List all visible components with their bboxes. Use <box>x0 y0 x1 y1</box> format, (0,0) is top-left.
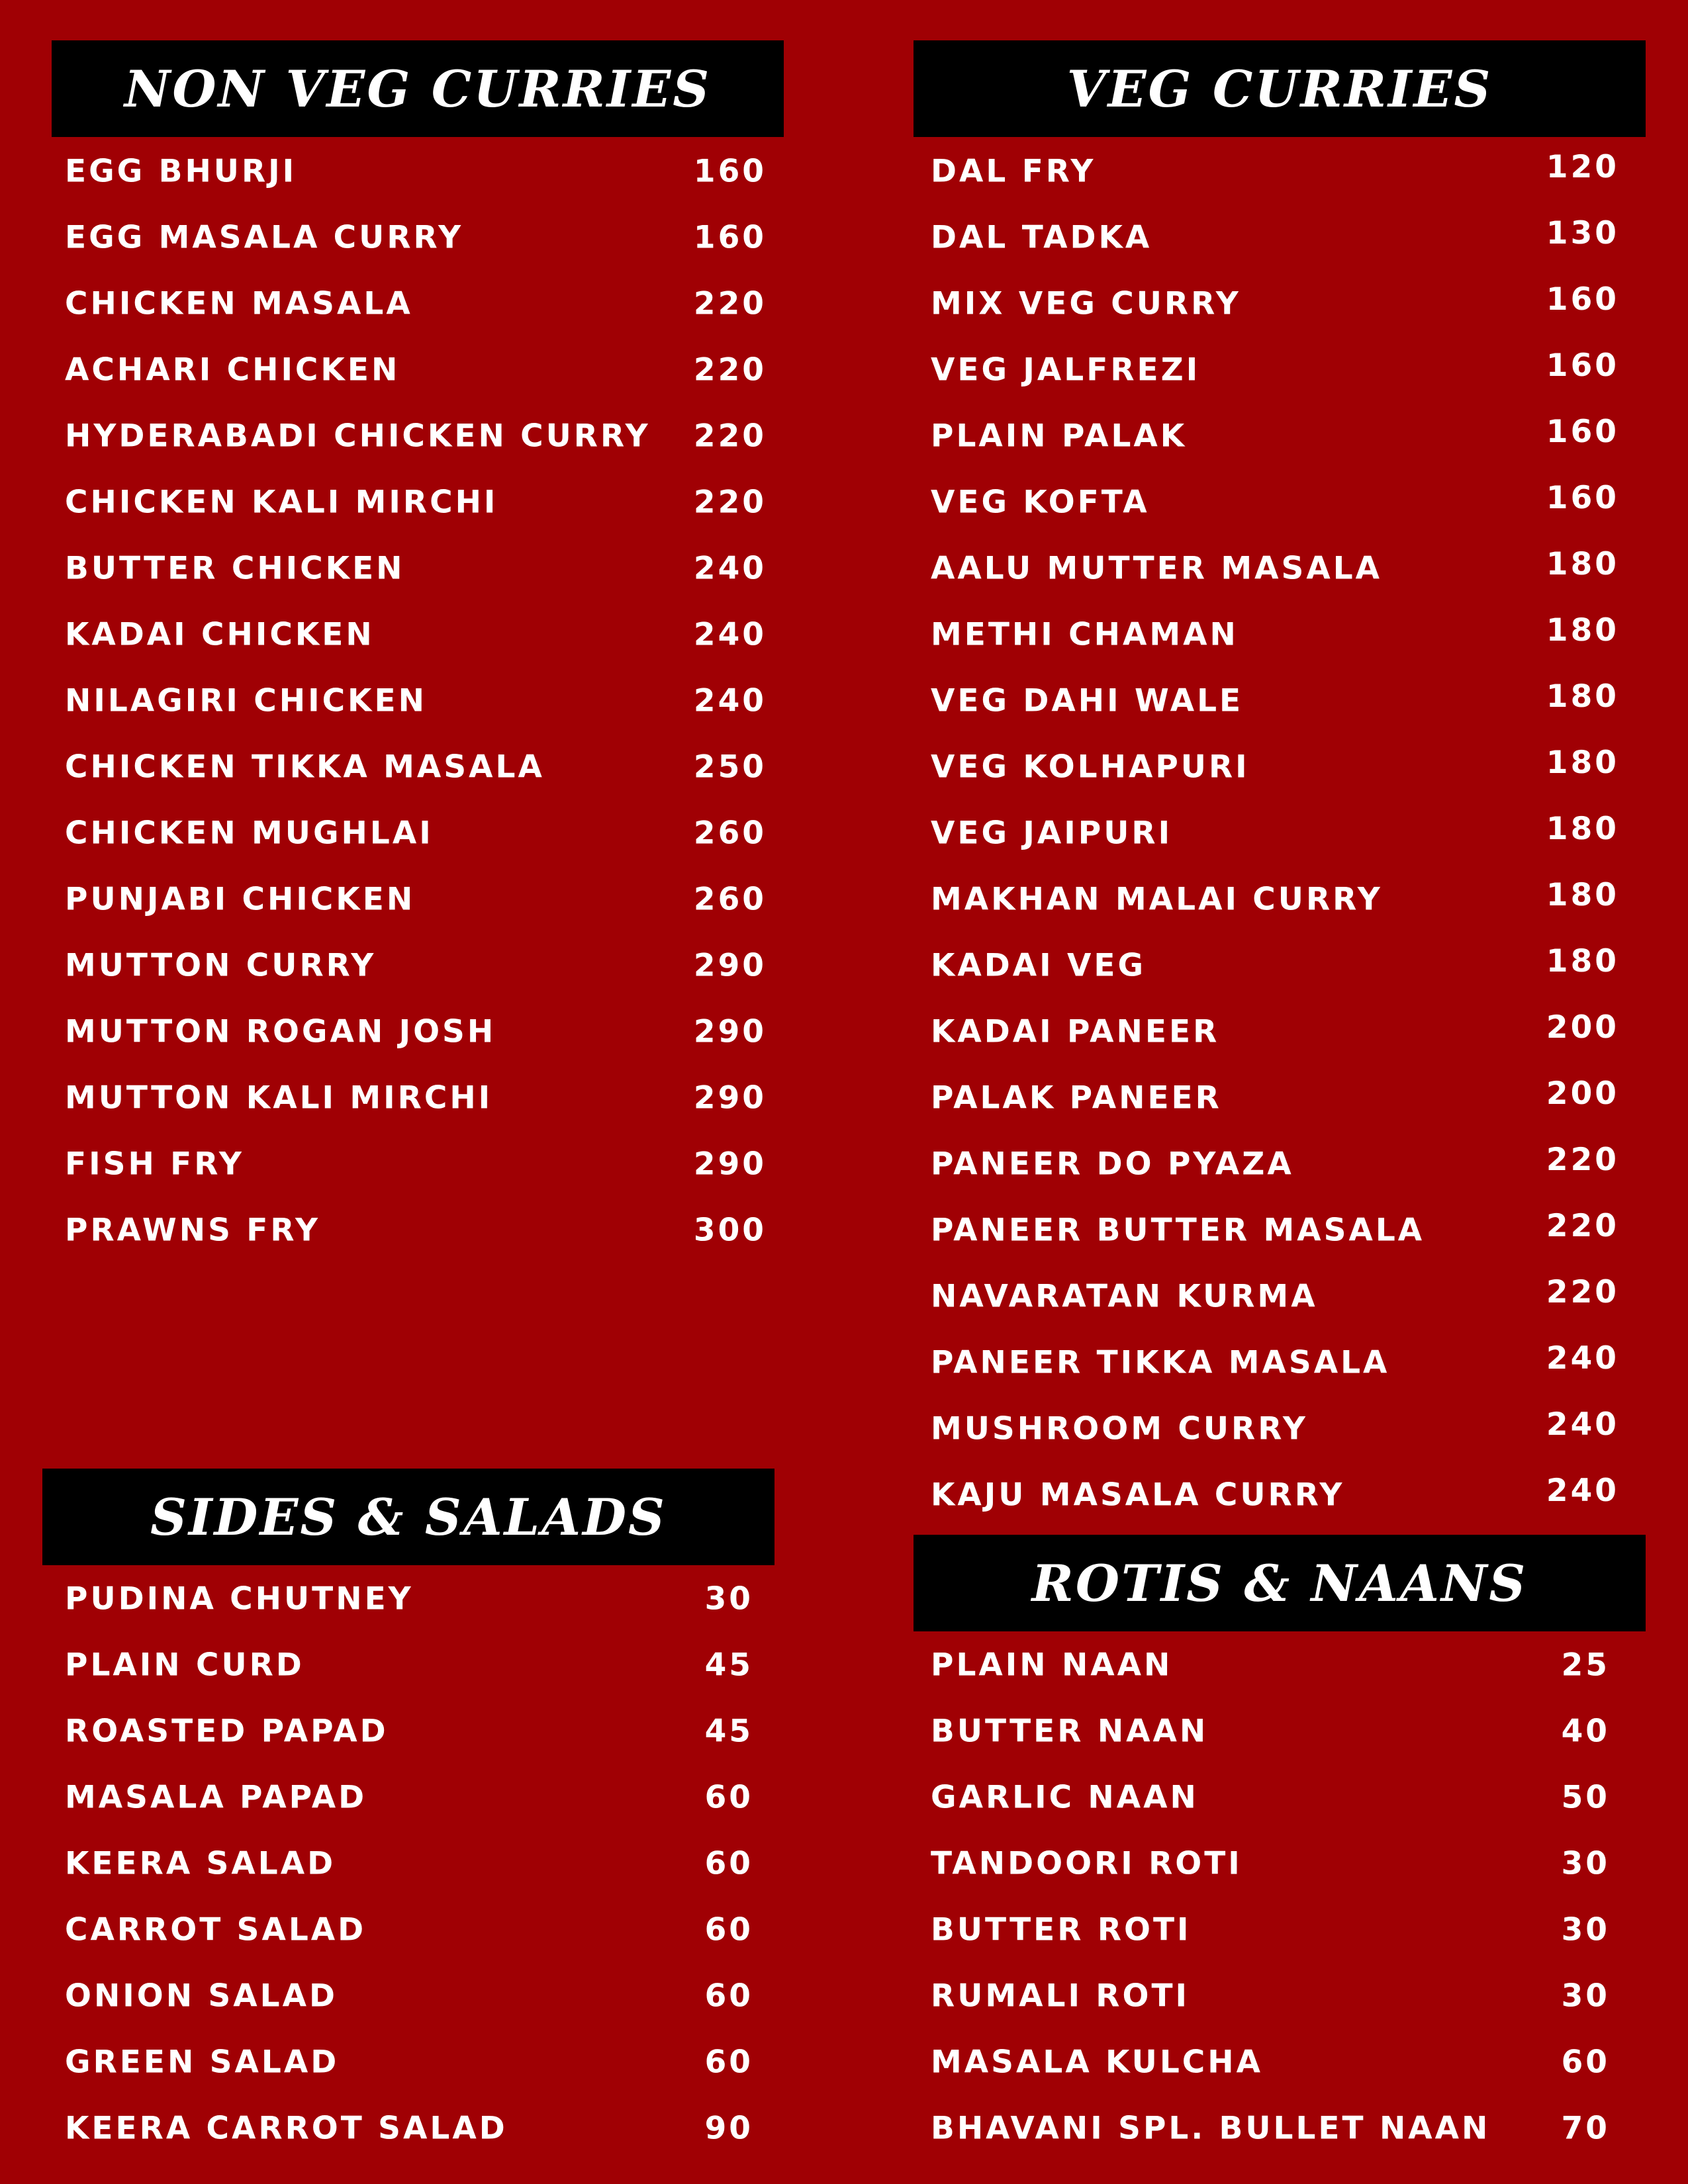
menu-item <box>65 933 767 999</box>
menu-item <box>65 337 767 403</box>
menu-item-price: 260 <box>693 881 767 918</box>
menu-item-name: PUDINA CHUTNEY <box>65 1580 414 1617</box>
menu-item-name: MASALA KULCHA <box>931 2044 1263 2081</box>
menu-item-name: KADAI CHICKEN <box>65 616 375 653</box>
menu-item-price: 260 <box>693 815 767 852</box>
menu-item-name: TANDOORI ROTI <box>931 1845 1243 1882</box>
menu-item-price: 60 <box>704 1978 753 2015</box>
menu-item-name: CHICKEN MUGHLAI <box>65 815 434 852</box>
menu-item-price: 180 <box>1546 744 1619 781</box>
menu-item <box>931 668 1619 734</box>
menu-item-name: BUTTER NAAN <box>931 1713 1209 1750</box>
menu-item <box>931 800 1619 866</box>
menu-item <box>931 337 1619 403</box>
menu-item-price: 240 <box>693 616 767 653</box>
menu-item-price: 90 <box>704 2110 753 2147</box>
menu-item-price: 240 <box>693 682 767 719</box>
menu-item-name: KAJU MASALA CURRY <box>931 1477 1345 1514</box>
menu-item <box>931 2095 1610 2161</box>
menu-item <box>931 271 1619 337</box>
menu-item-price: 290 <box>693 1013 767 1050</box>
sides-salads-title: SIDES & SALADS <box>150 1487 667 1547</box>
menu-item-price: 240 <box>1546 1406 1619 1443</box>
sides-salads-header <box>42 1469 774 1565</box>
menu-item-name: NILAGIRI CHICKEN <box>65 682 427 719</box>
veg-curries-list <box>931 138 1619 1528</box>
menu-item-name: KEERA SALAD <box>65 1845 336 1882</box>
menu-item-price: 160 <box>693 219 767 256</box>
menu-item-price: 220 <box>1546 1141 1619 1178</box>
menu-item-price: 290 <box>693 947 767 984</box>
veg-curries-header <box>914 40 1646 137</box>
menu-item <box>931 138 1619 205</box>
menu-item <box>65 2095 753 2161</box>
menu-item-price: 220 <box>693 351 767 388</box>
menu-item-price: 220 <box>693 418 767 455</box>
menu-item-name: PANEER TIKKA MASALA <box>931 1344 1390 1381</box>
menu-item-name: PLAIN NAAN <box>931 1647 1173 1684</box>
menu-item <box>65 535 767 602</box>
menu-item-price: 130 <box>1546 214 1619 251</box>
menu-item-name: GREEN SALAD <box>65 2044 340 2081</box>
menu-item <box>931 1831 1610 1897</box>
menu-item <box>65 866 767 933</box>
menu-item <box>65 1197 767 1263</box>
menu-item-price: 180 <box>1546 545 1619 582</box>
menu-item-price: 180 <box>1546 876 1619 913</box>
menu-item-name: PUNJABI CHICKEN <box>65 881 416 918</box>
menu-item-price: 220 <box>1546 1273 1619 1310</box>
menu-item <box>65 1131 767 1197</box>
menu-item-name: CHICKEN MASALA <box>65 285 413 322</box>
menu-item-name: PANEER DO PYAZA <box>931 1146 1294 1183</box>
menu-item-price: 160 <box>1546 479 1619 516</box>
veg-curries-title: VEG CURRIES <box>1066 59 1493 118</box>
menu-item <box>931 734 1619 800</box>
rotis-naans-header <box>914 1535 1646 1631</box>
menu-item-name: VEG JALFREZI <box>931 351 1201 388</box>
menu-item-price: 25 <box>1561 1647 1610 1684</box>
menu-item-price: 180 <box>1546 942 1619 979</box>
menu-item-name: VEG DAHI WALE <box>931 682 1244 719</box>
menu-item-name: METHI CHAMAN <box>931 616 1239 653</box>
menu-item-name: VEG KOLHAPURI <box>931 749 1250 786</box>
menu-item <box>65 1065 767 1131</box>
menu-item-name: ROASTED PAPAD <box>65 1713 389 1750</box>
menu-item-name: KADAI PANEER <box>931 1013 1220 1050</box>
menu-item-price: 60 <box>704 2044 753 2081</box>
menu-item <box>65 999 767 1065</box>
menu-item-price: 60 <box>704 1779 753 1816</box>
menu-item-name: MUTTON CURRY <box>65 947 377 984</box>
menu-item <box>931 999 1619 1065</box>
menu-item <box>931 1462 1619 1528</box>
menu-item-name: PLAIN CURD <box>65 1647 305 1684</box>
menu-item-price: 290 <box>693 1079 767 1116</box>
menu-item-price: 220 <box>693 484 767 521</box>
menu-item-price: 180 <box>1546 612 1619 649</box>
menu-item <box>931 1963 1610 2029</box>
menu-item-price: 70 <box>1561 2110 1610 2147</box>
menu-item-price: 50 <box>1561 1779 1610 1816</box>
menu-item-price: 30 <box>1561 1911 1610 1948</box>
menu-item-price: 240 <box>693 550 767 587</box>
menu-item-name: VEG JAIPURI <box>931 815 1173 852</box>
menu-item <box>931 1131 1619 1197</box>
menu-item <box>931 1396 1619 1462</box>
menu-item-name: FISH FRY <box>65 1146 244 1183</box>
menu-item-name: MASALA PAPAD <box>65 1779 367 1816</box>
menu-item-name: DAL FRY <box>931 153 1096 190</box>
menu-item-name: PRAWNS FRY <box>65 1212 321 1249</box>
menu-item <box>65 734 767 800</box>
menu-item-price: 60 <box>704 1911 753 1948</box>
menu-item <box>931 1065 1619 1131</box>
menu-item-name: CHICKEN TIKKA MASALA <box>65 749 545 786</box>
menu-item-price: 200 <box>1546 1075 1619 1112</box>
menu-item-price: 160 <box>1546 413 1619 450</box>
menu-item-price: 240 <box>1546 1472 1619 1509</box>
menu-item-name: VEG KOFTA <box>931 484 1150 521</box>
menu-item-name: MIX VEG CURRY <box>931 285 1241 322</box>
menu-item <box>931 602 1619 668</box>
menu-item-name: PALAK PANEER <box>931 1079 1222 1116</box>
menu-item <box>65 1632 753 1698</box>
menu-item <box>931 535 1619 602</box>
menu-item <box>65 1698 753 1764</box>
menu-item-price: 160 <box>1546 347 1619 384</box>
menu-item-name: PLAIN PALAK <box>931 418 1188 455</box>
menu-item-price: 60 <box>704 1845 753 1882</box>
menu-item-price: 250 <box>693 749 767 786</box>
menu-item-price: 160 <box>693 153 767 190</box>
menu-item-price: 180 <box>1546 810 1619 847</box>
menu-item-price: 180 <box>1546 678 1619 715</box>
menu-item <box>931 1764 1610 1831</box>
menu-item <box>931 1698 1610 1764</box>
menu-item <box>931 933 1619 999</box>
menu-item <box>65 1831 753 1897</box>
menu-item <box>931 1330 1619 1396</box>
menu-item <box>65 1897 753 1963</box>
menu-item-price: 240 <box>1546 1340 1619 1377</box>
menu-item-price: 220 <box>693 285 767 322</box>
menu-item-price: 160 <box>1546 281 1619 318</box>
menu-item-name: AALU MUTTER MASALA <box>931 550 1383 587</box>
menu-item-name: KADAI VEG <box>931 947 1147 984</box>
menu-item <box>65 403 767 469</box>
non-veg-curries-list <box>65 138 767 1263</box>
menu-item-name: CHICKEN KALI MIRCHI <box>65 484 498 521</box>
menu-item-price: 45 <box>704 1713 753 1750</box>
menu-item <box>931 1197 1619 1263</box>
menu-item <box>65 1963 753 2029</box>
menu-item-price: 200 <box>1546 1009 1619 1046</box>
menu-item <box>931 1632 1610 1698</box>
menu-item <box>65 800 767 866</box>
menu-item-price: 60 <box>1561 2044 1610 2081</box>
menu-item-name: GARLIC NAAN <box>931 1779 1199 1816</box>
menu-item <box>931 469 1619 535</box>
menu-item <box>65 271 767 337</box>
menu-item-price: 30 <box>1561 1845 1610 1882</box>
rotis-naans-title: ROTIS & NAANS <box>1031 1553 1528 1613</box>
menu-item-price: 30 <box>704 1580 753 1617</box>
menu-item-name: BHAVANI SPL. BULLET NAAN <box>931 2110 1491 2147</box>
menu-item <box>931 1897 1610 1963</box>
non-veg-curries-header <box>52 40 784 137</box>
menu-item-price: 30 <box>1561 1978 1610 2015</box>
menu-item-name: CARROT SALAD <box>65 1911 367 1948</box>
menu-item <box>931 1263 1619 1330</box>
menu-item-name: MUTTON ROGAN JOSH <box>65 1013 496 1050</box>
menu-item-price: 300 <box>693 1212 767 1249</box>
menu-item-price: 40 <box>1561 1713 1610 1750</box>
menu-item-name: HYDERABADI CHICKEN CURRY <box>65 418 651 455</box>
menu-item-price: 120 <box>1546 148 1619 185</box>
menu-item <box>65 2029 753 2095</box>
menu-item-name: DAL TADKA <box>931 219 1152 256</box>
menu-item-price: 220 <box>1546 1207 1619 1244</box>
menu-item-name: RUMALI ROTI <box>931 1978 1190 2015</box>
menu-item-name: MUTTON KALI MIRCHI <box>65 1079 493 1116</box>
menu-item-price: 290 <box>693 1146 767 1183</box>
menu-item-name: BUTTER CHICKEN <box>65 550 405 587</box>
menu-item-name: MUSHROOM CURRY <box>931 1410 1308 1447</box>
menu-item <box>65 1566 753 1632</box>
menu-item <box>65 602 767 668</box>
menu-item-name: MAKHAN MALAI CURRY <box>931 881 1383 918</box>
menu-item-price: 45 <box>704 1647 753 1684</box>
menu-item-name: BUTTER ROTI <box>931 1911 1192 1948</box>
menu-item <box>65 205 767 271</box>
menu-item <box>931 2029 1610 2095</box>
menu-item-name: ONION SALAD <box>65 1978 338 2015</box>
menu-item-name: NAVARATAN KURMA <box>931 1278 1318 1315</box>
menu-item <box>65 469 767 535</box>
menu-item-name: PANEER BUTTER MASALA <box>931 1212 1425 1249</box>
menu-item-name: EGG MASALA CURRY <box>65 219 464 256</box>
menu-item <box>65 668 767 734</box>
menu-item-name: ACHARI CHICKEN <box>65 351 400 388</box>
menu-item <box>931 403 1619 469</box>
menu-item <box>65 1764 753 1831</box>
non-veg-curries-title: NON VEG CURRIES <box>124 59 712 118</box>
menu-item-name: EGG BHURJI <box>65 153 297 190</box>
menu-item <box>931 205 1619 271</box>
sides-salads-list <box>65 1566 753 2161</box>
rotis-naans-list <box>931 1632 1610 2161</box>
menu-item <box>65 138 767 205</box>
menu-item-name: KEERA CARROT SALAD <box>65 2110 508 2147</box>
menu-item <box>931 866 1619 933</box>
